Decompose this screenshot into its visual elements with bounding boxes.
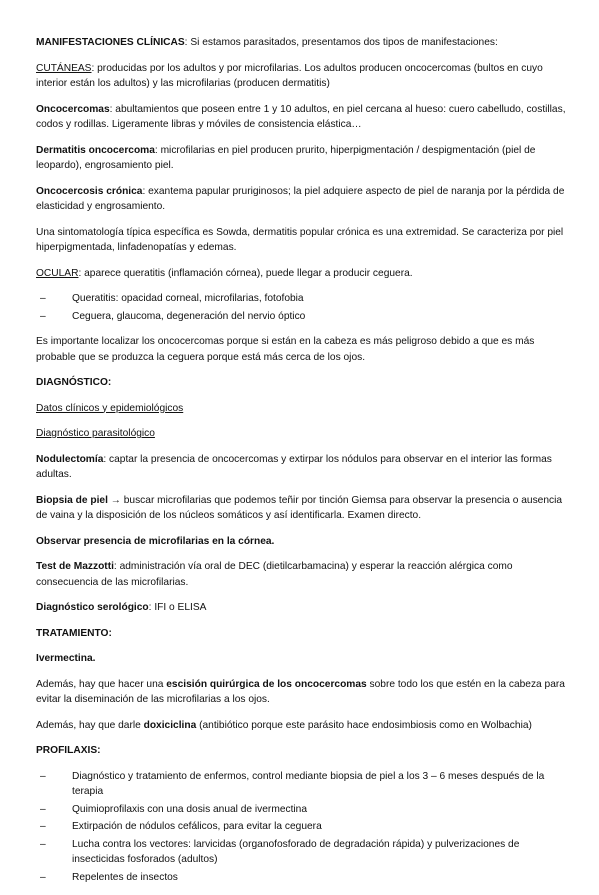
profilaxis-colon: : [97,745,101,756]
tratamiento-heading-text: TRATAMIENTO [36,627,109,639]
doxiciclina-text-a: Además, hay que darle [36,719,144,731]
list-item-text: Queratitis: opacidad corneal, microfilarias, fotofobia [72,293,304,304]
list-item [36,819,566,835]
tratamiento-colon: : [108,627,112,639]
list-item-text: Quimioprofilaxis con una dosis anual de ivermectina [72,803,307,815]
list-item-text: Extirpación de nódulos cefálicos, para evitar la ceguera [72,821,322,832]
profilaxis-heading-text: PROFILAXIS [36,745,98,756]
biopsia-text: → buscar microfilarias que podemos teñir por tinción Giemsa para observar la presencia o ausencia de vaina y la disposición de los núcleos somáticos y así identificarla. Examen directo. [36,494,563,521]
mazzotti-term: Test de Mazzotti [36,561,114,572]
list-item-text: Diagnóstico y tratamiento de enfermos, control mediante biopsia de piel a los 3 – 6 meses después de la terapia [72,770,545,797]
manifestaciones-heading: MANIFESTACIONES CLÍNICAS [36,37,185,48]
escision-text-c: sobre todo los que estén en la cabeza para evitar la diseminación de las microfilarias a los ojos. [36,678,565,705]
ivermectina-line: Ivermectina. [36,653,96,664]
diagnostico-colon: : [107,377,112,388]
cronica-text: : exantema papular pruriginosos; la piel adquiere aspecto de piel de naranja por la pérdida de elasticidad y engrosamiento. [36,185,565,212]
dash-marker: – [40,803,46,815]
diagnostico-heading [36,375,566,391]
profilaxis-heading [36,743,566,759]
dash-marker: – [40,770,46,782]
diagnostico-parasitologico-line: Diagnóstico parasitológico [36,428,155,439]
dermatitis-paragraph [36,143,566,174]
dash-marker: – [40,871,46,883]
dash-marker: – [40,838,46,850]
nodulectomia-term: Nodulectomía [36,453,104,465]
oncocercomas-term: Oncocercomas [36,103,110,115]
cutaneas-text: : producidas por los adultos y por microfilarias. Los adultos producen oncocercomas (bultos en cuyo interior están los adultos) y las microfilarias (producen dermatitis) [36,62,543,89]
dash-marker: – [40,310,46,322]
datos-clinicos-line: Datos clínicos y epidemiológicos [36,402,184,414]
ocular-paragraph [36,266,566,282]
sowda-paragraph: Una sintomatología típica específica es Sowda, dermatitis popular crónica es una extremidad. Se caracteriza por piel hiperpigmentada, linfadenopatías y edemas. [36,226,564,253]
escision-term: escisión quirúrgica de los oncocercomas [166,678,367,690]
serologico-term: Diagnóstico serológico [36,602,149,613]
biopsia-term: Biopsia de piel [36,494,108,506]
cornea-line: Observar presencia de microfilarias en la córnea. [36,535,275,547]
list-item [36,802,566,818]
cutaneas-label: CUTÁNEAS [36,62,92,74]
dermatitis-text: : microfilarias en piel producen prurito, hiperpigmentación / despigmentación (piel de leopardo), engrosamiento piel. [36,144,536,171]
dash-marker: – [40,293,46,304]
doxiciclina-paragraph [36,718,566,734]
dash-marker: – [40,821,46,832]
diagnostico-heading-text: DIAGNÓSTICO [36,377,108,388]
ocular-label: OCULAR [36,267,79,279]
cronica-paragraph [36,184,566,215]
oncocercomas-paragraph [36,102,566,133]
document-page [36,35,566,895]
importante-paragraph: Es importante localizar los oncocercomas porque si están en la cabeza es más peligroso debido a que es más probable que se produzca la ceguera porque está más cerca de los ojos. [36,336,535,363]
cutaneas-paragraph [36,61,566,92]
escision-paragraph [36,677,566,708]
ocular-text: : aparece queratitis (inflamación córnea), puede llegar a producir ceguera. [78,267,413,279]
list-item [36,769,566,800]
serologico-paragraph [36,600,566,616]
profilaxis-list [36,769,566,886]
escision-text-a: Además, hay que hacer una [36,678,167,690]
manifestaciones-intro: : Si estamos parasitados, presentamos dos tipos de manifestaciones: [184,37,498,48]
mazzotti-text: : administración vía oral de DEC (dietilcarbamacina) y esperar la reacción alérgica como consecuencia de las microfilarias. [36,561,513,588]
manifestaciones-paragraph [36,35,566,51]
doxiciclina-text-c: (antibiótico porque este parásito hace endosimbiosis como en Wolbachia) [196,719,532,731]
doxiciclina-term: doxiciclina [143,719,197,731]
list-item [36,309,566,325]
biopsia-paragraph [36,493,566,524]
list-item [36,870,566,886]
cronica-term: Oncocercosis crónica [36,185,143,197]
tratamiento-heading [36,626,566,642]
list-item-text: Ceguera, glaucoma, degeneración del nervio óptico [72,310,306,322]
serologico-text: : IFI o ELISA [148,602,207,613]
nodulectomia-text: : captar la presencia de oncocercomas y extirpar los nódulos para observar en el interior las formas adultas. [36,453,552,480]
nodulectomia-paragraph [36,452,566,483]
list-item [36,291,566,307]
mazzotti-paragraph [36,559,566,590]
list-item-text: Repelentes de insectos [72,871,178,883]
oncocercomas-text: : abultamientos que poseen entre 1 y 10 adultos, en piel cercana al hueso: cuero cabelludo, costillas, codos y rodillas. Ligeramente libras y móviles de consistencia elástica… [36,103,566,130]
ocular-list [36,291,566,324]
list-item [36,837,566,868]
list-item-text: Lucha contra los vectores: larvicidas (organofosforado de degradación rápida) y pulverizaciones de insecticidas fosforados (adultos) [72,838,520,865]
dermatitis-term: Dermatitis oncocercoma [36,144,155,156]
